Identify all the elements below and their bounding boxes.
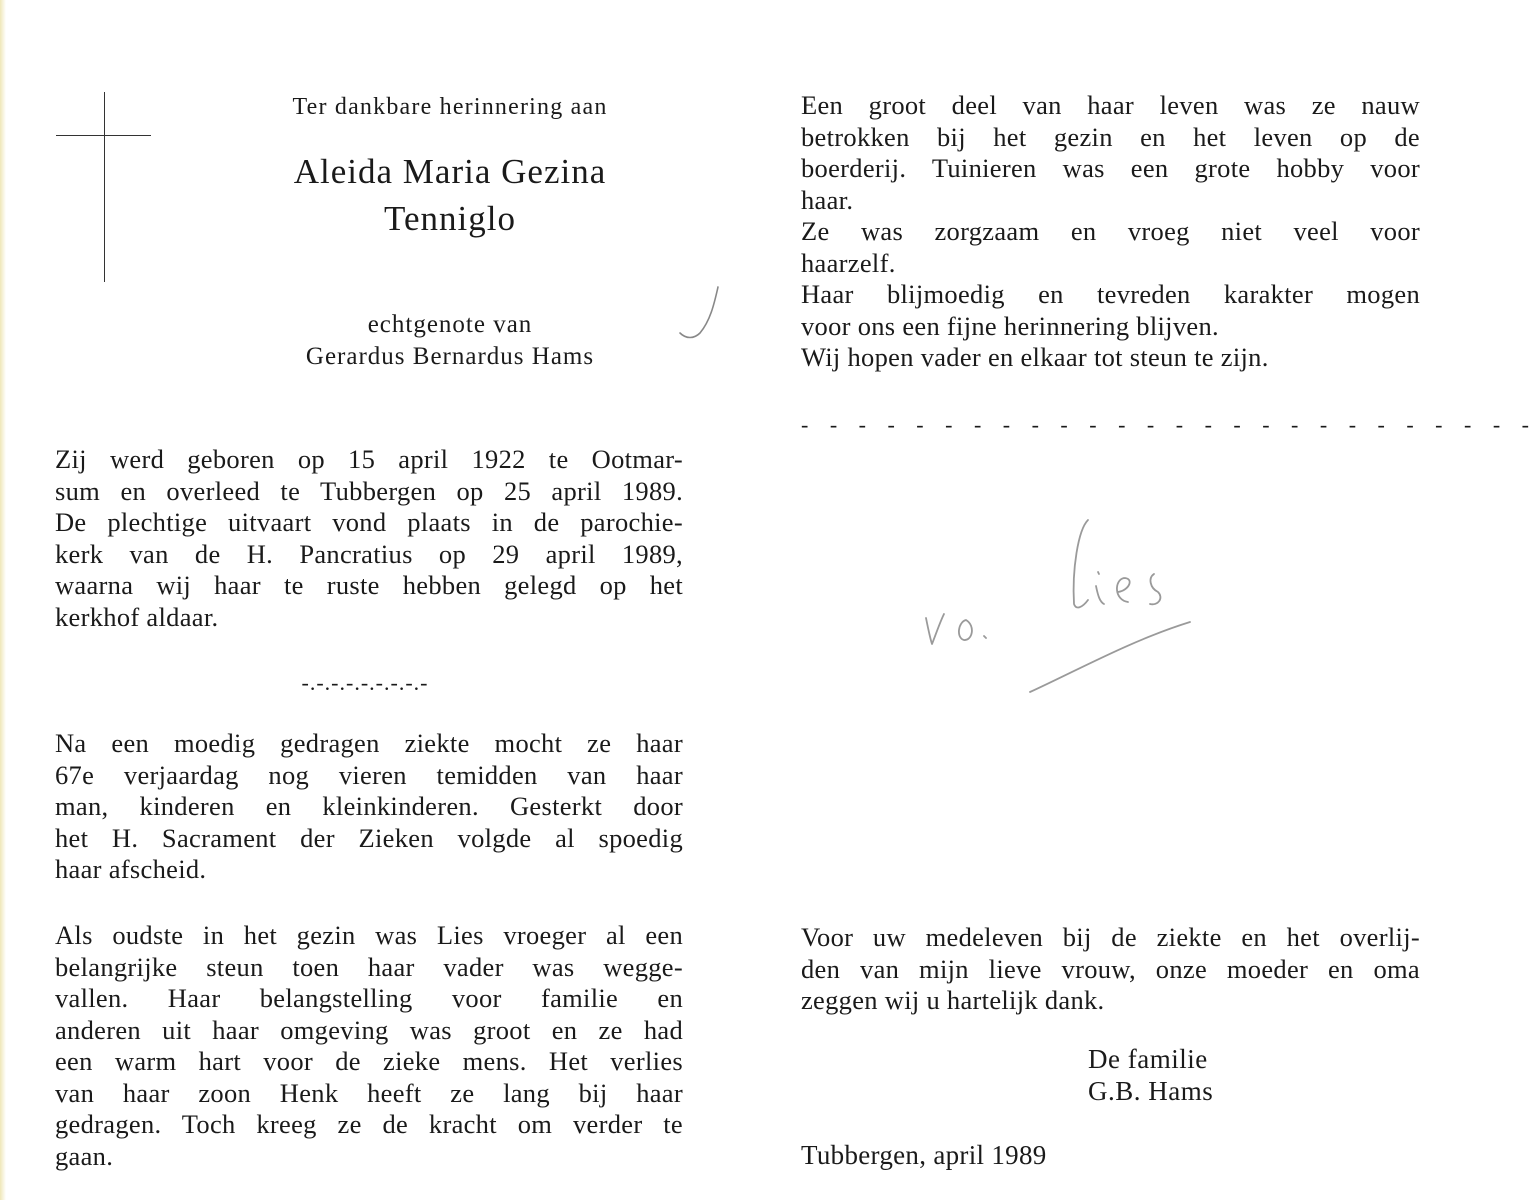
spouse-label: echtgenote van xyxy=(367,311,533,338)
text-line: anderen uit haar omgeving was groot en ze had xyxy=(55,1014,683,1045)
text-line: een warm hart voor de zieke mens. Het verlies xyxy=(55,1046,683,1076)
text-line: haar. xyxy=(801,184,854,215)
text-line: gaan. xyxy=(55,1140,114,1171)
text-line: Als oudste in het gezin was Lies vroeger al een xyxy=(55,920,683,950)
text-line: vallen. Haar belangstelling voor familie en xyxy=(55,983,683,1013)
text-line: Voor uw medeleven bij de ziekte en het overlij- xyxy=(801,922,1420,952)
text-line: man, kinderen en kleinkinderen. Gesterkt door xyxy=(55,791,683,821)
text-line: belangrijke steun toen haar vader was wegge- xyxy=(55,951,683,982)
text-line: haarzelf. xyxy=(801,247,896,278)
text-line: sum en overleed te Tubbergen op 25 april 1989. xyxy=(55,475,683,506)
spouse-name: Gerardus Bernardus Hams xyxy=(305,343,595,370)
text-line: Zij werd geboren op 15 april 1922 te Ootmar- xyxy=(55,444,683,474)
text-line: De plechtige uitvaart vond plaats in de parochie- xyxy=(55,507,683,537)
text-line: zeggen wij u hartelijk dank. xyxy=(801,985,1105,1015)
section-divider: -.-.-.-.-.-.-.-.- xyxy=(301,670,429,695)
text-line: het H. Sacrament der Zieken volgde al spoedig xyxy=(55,822,683,853)
text-line: kerkhof aldaar. xyxy=(55,601,219,632)
birth-paragraph xyxy=(55,444,683,633)
text-line: kerk van de H. Pancratius op 29 april 1989, xyxy=(55,538,683,569)
section-divider-dashed: - - - - - - - - - - - - - - - - - - - - - - - - - - xyxy=(801,412,1537,437)
text-line: den van mijn lieve vrouw, onze moeder en oma xyxy=(801,953,1420,984)
life-paragraph xyxy=(801,90,1420,374)
deceased-name-line1: Aleida Maria Gezina xyxy=(293,152,607,191)
scan-edge xyxy=(0,0,6,1200)
thanks-paragraph xyxy=(801,922,1420,1017)
text-line: Wij hopen vader en elkaar tot steun te zijn. xyxy=(801,342,1269,372)
text-line: Na een moedig gedragen ziekte mocht ze haar xyxy=(55,728,683,758)
handwritten-note xyxy=(918,510,1208,710)
place-date: Tubbergen, april 1989 xyxy=(801,1140,1047,1170)
pencil-checkmark-icon xyxy=(676,283,726,343)
text-line: voor ons een fijne herinnering blijven. xyxy=(801,310,1219,341)
signature-family: De familie xyxy=(1088,1044,1208,1074)
text-line: Haar blijmoedig en tevreden karakter mogen xyxy=(801,279,1420,309)
deceased-name-line2: Tenniglo xyxy=(384,199,516,238)
text-line: Ze was zorgzaam en vroeg niet veel voor xyxy=(801,216,1420,246)
text-line: Een groot deel van haar leven was ze nauw xyxy=(801,90,1420,120)
text-line: waarna wij haar te ruste hebben gelegd op het xyxy=(55,570,683,600)
text-line: betrokken bij het gezin en het leven op de xyxy=(801,121,1420,152)
text-line: 67e verjaardag nog vieren temidden van haar xyxy=(55,759,683,790)
illness-paragraph xyxy=(55,728,683,886)
memorial-intro: Ter dankbare herinnering aan xyxy=(292,94,608,120)
text-line: boerderij. Tuinieren was een grote hobby voor xyxy=(801,153,1420,183)
cross-icon-horizontal xyxy=(56,135,151,136)
eldest-paragraph xyxy=(55,920,683,1172)
text-line: van haar zoon Henk heeft ze lang bij haar xyxy=(55,1077,683,1108)
text-line: gedragen. Toch kreeg ze de kracht om verder te xyxy=(55,1109,683,1139)
text-line: haar afscheid. xyxy=(55,854,207,884)
signature-name: G.B. Hams xyxy=(1088,1076,1214,1106)
cross-icon-vertical xyxy=(104,92,105,282)
